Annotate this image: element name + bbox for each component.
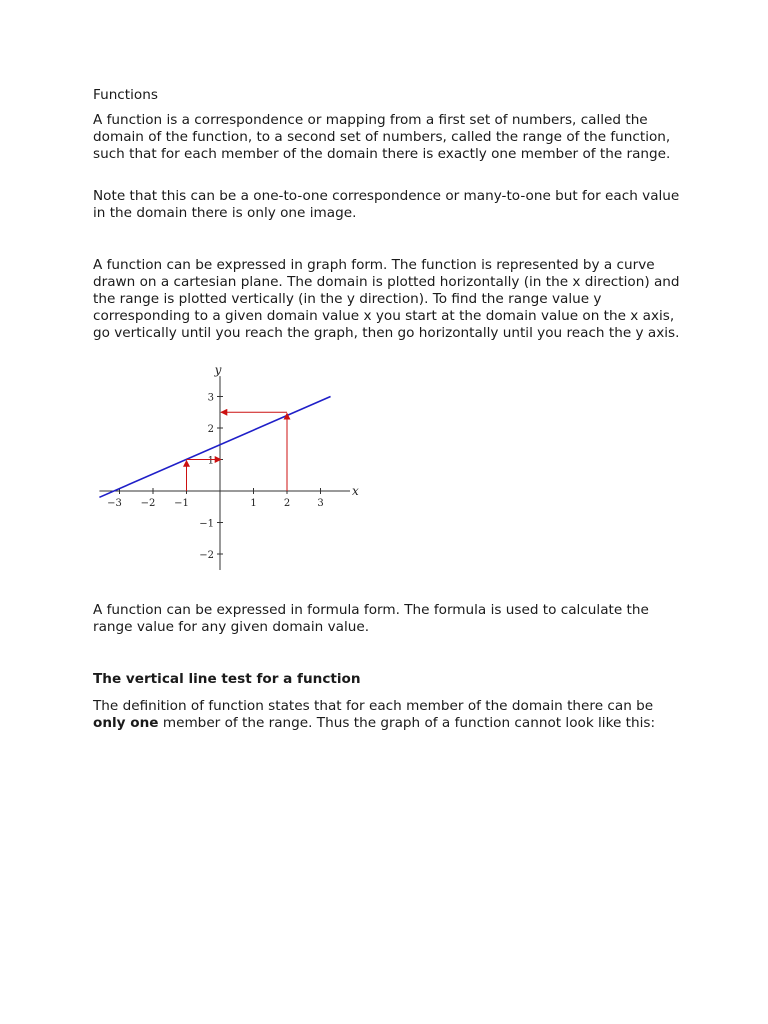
y-tick-label: 2 [207,424,214,435]
x-tick-label: −3 [107,498,122,509]
x-tick-label: 2 [283,498,291,509]
vertical-line-text-a: The definition of function states that for each member of the domain there can be [93,698,654,714]
vertical-line-paragraph [93,698,685,732]
graph-form-paragraph: A function can be expressed in graph form. The function is represented by a curve drawn on a cartesian plane. The domain is plotted horizontally (in the x direction) and the range is plotted vertically (in the y direction). To find the range value y corresponding to a given domain value x you start at the domain value on the x axis, go vertically until you reach the graph, then go horizontally until you reach the y axis. [93,257,680,341]
definition-paragraph: A function is a correspondence or mapping from a first set of numbers, called the domain of the function, to a second set of numbers, called the range of the function, such that for each member of the domain there is exactly one member of the range. [93,112,671,162]
section-heading: The vertical line test for a function [93,671,361,687]
y-tick-label: 3 [207,392,214,404]
formula-form-paragraph: A function can be expressed in formula form. The formula is used to calculate the range value for any given domain value. [93,602,649,635]
x-axis-label: x [352,484,359,498]
y-axis-label: y [214,366,222,378]
function-line [99,397,330,498]
y-tick-label: 1 [207,455,214,467]
x-tick-label: −1 [174,498,189,509]
page-title: Functions [93,87,158,103]
function-graph [90,366,360,570]
note-paragraph: Note that this can be a one-to-one correspondence or many-to-one but for each value in the domain there is only one image. [93,188,680,221]
emphasis-only-one: only one [93,715,159,731]
x-tick-label: −2 [140,498,156,509]
x-tick-label: 3 [317,498,324,509]
x-tick-label: 1 [250,498,257,509]
y-tick-label: −1 [199,518,214,530]
y-tick-label: −2 [199,550,214,561]
vertical-line-text-b: member of the range. Thus the graph of a function cannot look like this: [158,715,656,731]
